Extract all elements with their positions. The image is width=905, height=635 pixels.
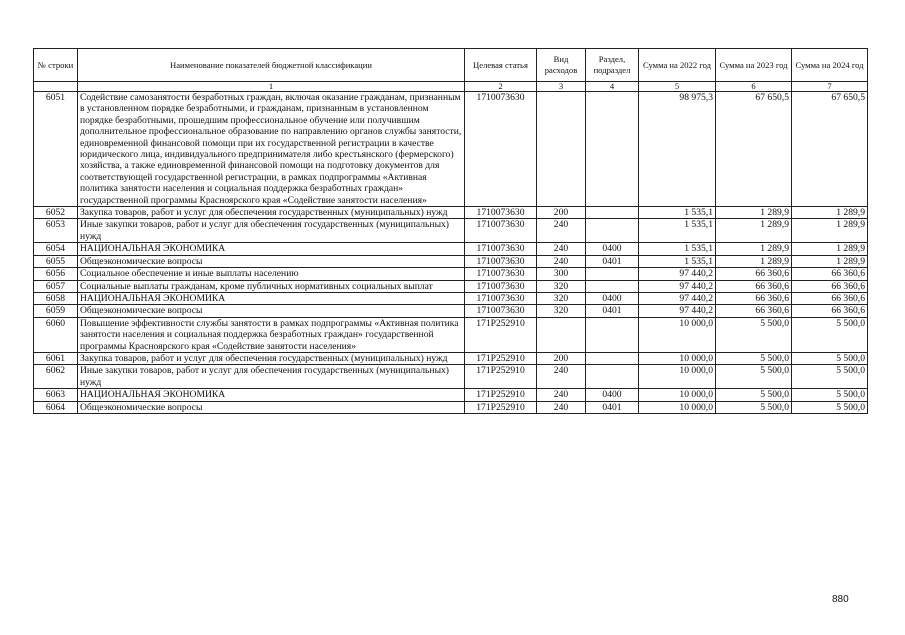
row-sum-2022: 10 000,0 <box>639 389 716 401</box>
row-name: Закупка товаров, работ и услуг для обеспечения государственных (муниципальных) нужд <box>78 207 465 219</box>
row-sum-2024: 67 650,5 <box>792 92 868 207</box>
header-vid: Вид расходов <box>537 49 586 82</box>
row-name: Общеэкономические вопросы <box>78 255 465 267</box>
row-vid: 240 <box>537 243 586 255</box>
row-code: 1710073630 <box>465 305 537 317</box>
budget-table <box>33 48 868 414</box>
row-number: 6053 <box>34 219 78 243</box>
table-row <box>34 92 868 207</box>
header-code: Целевая статья <box>465 49 537 82</box>
row-sum-2022: 1 535,1 <box>639 207 716 219</box>
row-name: Социальные выплаты гражданам, кроме публичных нормативных социальных выплат <box>78 280 465 292</box>
column-number-row <box>34 82 868 92</box>
row-vid <box>537 92 586 207</box>
row-sum-2022: 1 535,1 <box>639 219 716 243</box>
row-vid: 320 <box>537 280 586 292</box>
row-sum-2023: 1 289,9 <box>716 243 792 255</box>
row-sum-2023: 1 289,9 <box>716 255 792 267</box>
row-name: Общеэкономические вопросы <box>78 401 465 413</box>
row-sum-2022: 10 000,0 <box>639 352 716 364</box>
row-sum-2022: 10 000,0 <box>639 317 716 352</box>
row-sum-2022: 10 000,0 <box>639 365 716 389</box>
row-sum-2023: 1 289,9 <box>716 219 792 243</box>
row-code: 1710073630 <box>465 292 537 304</box>
row-vid: 240 <box>537 401 586 413</box>
row-name: НАЦИОНАЛЬНАЯ ЭКОНОМИКА <box>78 292 465 304</box>
row-vid: 320 <box>537 305 586 317</box>
row-vid: 320 <box>537 292 586 304</box>
row-vid: 240 <box>537 365 586 389</box>
row-number: 6051 <box>34 92 78 207</box>
row-name: НАЦИОНАЛЬНАЯ ЭКОНОМИКА <box>78 243 465 255</box>
row-sum-2023: 5 500,0 <box>716 365 792 389</box>
row-sum-2023: 5 500,0 <box>716 317 792 352</box>
row-number: 6054 <box>34 243 78 255</box>
row-sum-2023: 66 360,6 <box>716 305 792 317</box>
table-row <box>34 243 868 255</box>
row-code: 1710073630 <box>465 255 537 267</box>
table-row <box>34 317 868 352</box>
row-sum-2022: 97 440,2 <box>639 305 716 317</box>
column-number: 1 <box>78 82 465 92</box>
row-code: 171P252910 <box>465 352 537 364</box>
row-number: 6059 <box>34 305 78 317</box>
row-vid <box>537 317 586 352</box>
table-row <box>34 207 868 219</box>
row-razdel <box>586 280 639 292</box>
row-vid: 300 <box>537 268 586 280</box>
column-number: 4 <box>586 82 639 92</box>
column-number: 7 <box>792 82 868 92</box>
table-row <box>34 352 868 364</box>
row-vid: 240 <box>537 255 586 267</box>
column-number: 2 <box>465 82 537 92</box>
row-razdel: 0400 <box>586 243 639 255</box>
table-body <box>34 92 868 414</box>
column-number: 5 <box>639 82 716 92</box>
table-row <box>34 401 868 413</box>
row-razdel <box>586 268 639 280</box>
row-number: 6062 <box>34 365 78 389</box>
row-number: 6064 <box>34 401 78 413</box>
row-code: 171P252910 <box>465 389 537 401</box>
row-code: 171P252910 <box>465 401 537 413</box>
row-sum-2024: 5 500,0 <box>792 352 868 364</box>
row-sum-2024: 66 360,6 <box>792 292 868 304</box>
table-row <box>34 305 868 317</box>
row-code: 171P252910 <box>465 365 537 389</box>
row-name: Содействие самозанятости безработных граждан, включая оказание гражданам, признанным в установленном порядке безработными, и гражданам, признанным в установленном порядке безработными, прошедшим профессиональное обучение или получившим дополнительное профессиональное образование по направлению органов службы занятости, единовременной финансовой помощи при их государственной регистрации в качестве юридического лица, индивидуального предпринимателя либо крестьянского (фермерского) хозяйства, а также единовременной финансовой помощи на подготовку документов для соответствующей государственной регистрации, в рамках подпрограммы «Активная политика занятости населения и социальная поддержка безработных граждан» государственной программы Красноярского края «Содействие занятости населения» <box>78 92 465 207</box>
row-name: Закупка товаров, работ и услуг для обеспечения государственных (муниципальных) нужд <box>78 352 465 364</box>
row-sum-2023: 66 360,6 <box>716 268 792 280</box>
row-razdel <box>586 219 639 243</box>
row-sum-2024: 1 289,9 <box>792 243 868 255</box>
row-number: 6052 <box>34 207 78 219</box>
row-number: 6057 <box>34 280 78 292</box>
row-name: Общеэкономические вопросы <box>78 305 465 317</box>
row-razdel <box>586 352 639 364</box>
row-vid: 200 <box>537 207 586 219</box>
header-row-no: № строки <box>34 49 78 82</box>
row-code: 1710073630 <box>465 243 537 255</box>
row-sum-2024: 66 360,6 <box>792 305 868 317</box>
table-row <box>34 389 868 401</box>
header-name: Наименование показателей бюджетной классификации <box>78 49 465 82</box>
row-name: Социальное обеспечение и иные выплаты населению <box>78 268 465 280</box>
header-razdel: Раздел, подраздел <box>586 49 639 82</box>
row-sum-2023: 1 289,9 <box>716 207 792 219</box>
row-sum-2024: 5 500,0 <box>792 389 868 401</box>
row-code: 1710073630 <box>465 280 537 292</box>
row-razdel <box>586 365 639 389</box>
header-sum-2024: Сумма на 2024 год <box>792 49 868 82</box>
column-number: 3 <box>537 82 586 92</box>
column-number <box>34 82 78 92</box>
row-razdel: 0400 <box>586 292 639 304</box>
table-row <box>34 280 868 292</box>
header-row <box>34 49 868 82</box>
row-name: НАЦИОНАЛЬНАЯ ЭКОНОМИКА <box>78 389 465 401</box>
row-code: 1710073630 <box>465 268 537 280</box>
table-row <box>34 365 868 389</box>
row-sum-2022: 1 535,1 <box>639 243 716 255</box>
table-row <box>34 292 868 304</box>
row-sum-2023: 66 360,6 <box>716 292 792 304</box>
row-sum-2024: 1 289,9 <box>792 207 868 219</box>
row-razdel: 0401 <box>586 255 639 267</box>
row-sum-2022: 97 440,2 <box>639 292 716 304</box>
row-sum-2024: 66 360,6 <box>792 280 868 292</box>
header-sum-2022: Сумма на 2022 год <box>639 49 716 82</box>
row-sum-2024: 5 500,0 <box>792 317 868 352</box>
table-row <box>34 268 868 280</box>
row-sum-2024: 5 500,0 <box>792 365 868 389</box>
table-row <box>34 255 868 267</box>
table-row <box>34 219 868 243</box>
row-number: 6060 <box>34 317 78 352</box>
header-sum-2023: Сумма на 2023 год <box>716 49 792 82</box>
row-razdel: 0400 <box>586 389 639 401</box>
row-sum-2024: 66 360,6 <box>792 268 868 280</box>
row-sum-2023: 5 500,0 <box>716 401 792 413</box>
row-vid: 200 <box>537 352 586 364</box>
row-vid: 240 <box>537 389 586 401</box>
row-sum-2024: 1 289,9 <box>792 219 868 243</box>
row-sum-2024: 5 500,0 <box>792 401 868 413</box>
row-sum-2022: 1 535,1 <box>639 255 716 267</box>
row-sum-2023: 5 500,0 <box>716 389 792 401</box>
row-sum-2022: 97 440,2 <box>639 268 716 280</box>
row-razdel <box>586 317 639 352</box>
row-sum-2022: 10 000,0 <box>639 401 716 413</box>
row-razdel: 0401 <box>586 401 639 413</box>
row-sum-2023: 67 650,5 <box>716 92 792 207</box>
row-sum-2023: 5 500,0 <box>716 352 792 364</box>
row-number: 6058 <box>34 292 78 304</box>
page-number: 880 <box>832 594 849 605</box>
row-code: 171P252910 <box>465 317 537 352</box>
row-razdel: 0401 <box>586 305 639 317</box>
row-razdel <box>586 207 639 219</box>
row-vid: 240 <box>537 219 586 243</box>
row-code: 1710073630 <box>465 207 537 219</box>
row-number: 6055 <box>34 255 78 267</box>
row-number: 6056 <box>34 268 78 280</box>
row-number: 6063 <box>34 389 78 401</box>
row-sum-2022: 98 975,3 <box>639 92 716 207</box>
row-code: 1710073630 <box>465 219 537 243</box>
row-name: Иные закупки товаров, работ и услуг для обеспечения государственных (муниципальных) нужд <box>78 365 465 389</box>
row-name: Иные закупки товаров, работ и услуг для обеспечения государственных (муниципальных) нужд <box>78 219 465 243</box>
column-number: 6 <box>716 82 792 92</box>
row-name: Повышение эффективности службы занятости в рамках подпрограммы «Активная политика занятости населения и социальная поддержка безработных граждан» государственной программы Красноярского края «Содействие занятости населения» <box>78 317 465 352</box>
row-sum-2023: 66 360,6 <box>716 280 792 292</box>
row-sum-2022: 97 440,2 <box>639 280 716 292</box>
row-code: 1710073630 <box>465 92 537 207</box>
row-razdel <box>586 92 639 207</box>
row-sum-2024: 1 289,9 <box>792 255 868 267</box>
row-number: 6061 <box>34 352 78 364</box>
